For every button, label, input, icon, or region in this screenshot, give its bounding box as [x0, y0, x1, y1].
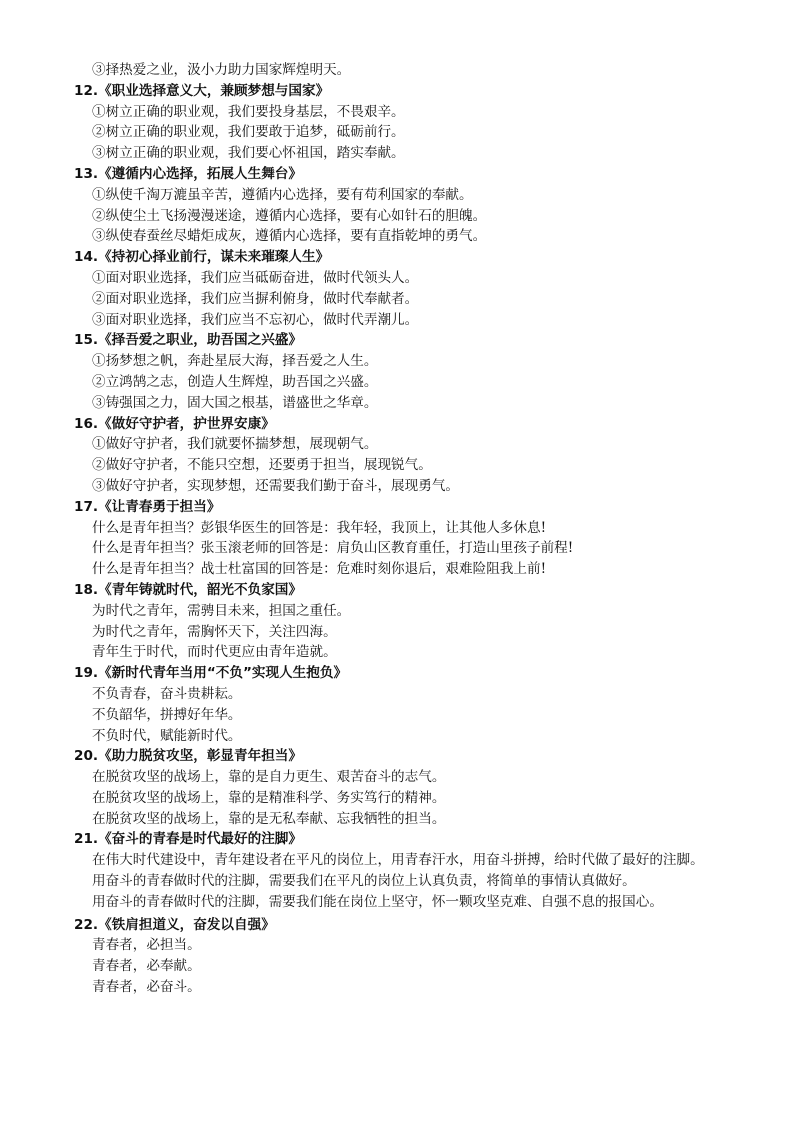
- section-title: 22.《铁肩担道义，奋发以自强》: [74, 916, 275, 933]
- section-13: [58, 164, 736, 247]
- section-title: 12.《职业选择意义大，兼顾梦想与国家》: [74, 82, 330, 99]
- section-line: ①做好守护者，我们就要怀揣梦想，展现朝气。: [92, 436, 378, 453]
- section-line: ②面对职业选择，我们应当摒利俯身，做时代奉献者。: [92, 290, 419, 307]
- section-line: ①树立正确的职业观，我们要投身基层，不畏艰辛。: [92, 103, 405, 120]
- section-22: [58, 915, 736, 998]
- section-17: [58, 497, 736, 580]
- section-line: 为时代之青年，需骋目未来，担国之重任。: [92, 602, 351, 619]
- section-title: 14.《持初心择业前行，谋未来璀璨人生》: [74, 249, 330, 266]
- section-line: 不负时代，赋能新时代。: [92, 727, 242, 744]
- section-19: [58, 663, 736, 746]
- section-line: ①面对职业选择，我们应当砥砺奋进，做时代领头人。: [92, 269, 419, 286]
- section-line: 什么是青年担当？战士杜富国的回答是：危难时刻你退后，艰难险阻我上前!: [92, 561, 547, 578]
- section-line: 不负青春，奋斗贵耕耘。: [92, 685, 242, 702]
- top-line: ③择热爱之业，汲小力助力国家辉煌明天。: [92, 62, 351, 78]
- section-21: [58, 829, 736, 912]
- section-line: 在脱贫攻坚的战场上，靠的是精准科学、务实笃行的精神。: [92, 789, 446, 806]
- section-line: ②纵使尘土飞扬漫漫迷途，遵循内心选择，要有心如针石的胆魄。: [92, 207, 487, 224]
- section-title: 13.《遵循内心选择，拓展人生舞台》: [74, 165, 302, 182]
- section-line: 不负韶华，拼搏好年华。: [92, 706, 242, 723]
- section-16: [58, 414, 736, 497]
- section-line: ②立鸿鹄之志，创造人生辉煌，助吾国之兴盛。: [92, 373, 378, 390]
- section-paragraph: 用奋斗的青春做时代的注脚，需要我们能在岗位上坚守，怀一颗攻坚克难、自强不息的报国心。: [92, 893, 663, 910]
- section-paragraph: 在伟大时代建设中，青年建设者在平凡的岗位上，用青春汗水，用奋斗拼搏，给时代做了最好的注脚。: [92, 852, 704, 869]
- section-line: 什么是青年担当？彭银华医生的回答是：我年轻，我顶上，让其他人多休息!: [92, 519, 547, 536]
- section-title: 19.《新时代青年当用“不负”实现人生抱负》: [74, 665, 348, 682]
- section-line: ②树立正确的职业观，我们要敢于追梦，砥砺前行。: [92, 124, 405, 141]
- section-paragraph: 用奋斗的青春做时代的注脚，需要我们在平凡的岗位上认真负责，将简单的事情认真做好。: [92, 873, 636, 890]
- section-line: ③面对职业选择，我们应当不忘初心，做时代弄潮儿。: [92, 311, 419, 328]
- section-15: [58, 330, 736, 413]
- section-line: ①扬梦想之帆，奔赴星辰大海，择吾爱之人生。: [92, 353, 378, 370]
- section-line: ③铸强国之力，固大国之根基，谱盛世之华章。: [92, 394, 378, 411]
- section-18: [58, 580, 736, 663]
- section-line: 在脱贫攻坚的战场上，靠的是自力更生、艰苦奋斗的志气。: [92, 769, 446, 786]
- section-14: [58, 247, 736, 330]
- section-title: 15.《择吾爱之职业，助吾国之兴盛》: [74, 332, 302, 349]
- section-line: 青春者，必奋斗。: [92, 979, 201, 996]
- section-title: 21.《奋斗的青春是时代最好的注脚》: [74, 831, 302, 848]
- section-line: ③树立正确的职业观，我们要心怀祖国，踏实奉献。: [92, 145, 405, 162]
- section-title: 20.《助力脱贫攻坚，彰显青年担当》: [74, 748, 302, 765]
- section-title: 17.《让青春勇于担当》: [74, 498, 221, 515]
- section-line: ③做好守护者，实现梦想，还需要我们勤于奋斗，展现勇气。: [92, 477, 460, 494]
- section-12: [58, 81, 736, 164]
- section-line: 青春者，必担当。: [92, 937, 201, 954]
- section-line: 青春者，必奉献。: [92, 958, 201, 975]
- section-line: 为时代之青年，需胸怀天下，关注四海。: [92, 623, 337, 640]
- section-line: 青年生于时代，而时代更应由青年造就。: [92, 644, 337, 661]
- section-title: 18.《青年铸就时代，韶光不负家国》: [74, 581, 302, 598]
- section-line: 在脱贫攻坚的战场上，靠的是无私奉献、忘我牺牲的担当。: [92, 810, 446, 827]
- section-title: 16.《做好守护者，护世界安康》: [74, 415, 275, 432]
- section-line: 什么是青年担当？张玉滚老师的回答是：肩负山区教育重任，打造山里孩子前程!: [92, 540, 574, 557]
- section-20: [58, 746, 736, 829]
- section-line: ②做好守护者，不能只空想，还要勇于担当，展现锐气。: [92, 457, 432, 474]
- section-line: ③纵使春蚕丝尽蜡炬成灰，遵循内心选择，要有直指乾坤的勇气。: [92, 228, 487, 245]
- section-line: ①纵使千淘万漉虽辛苦，遵循内心选择，要有苟利国家的奉献。: [92, 186, 473, 203]
